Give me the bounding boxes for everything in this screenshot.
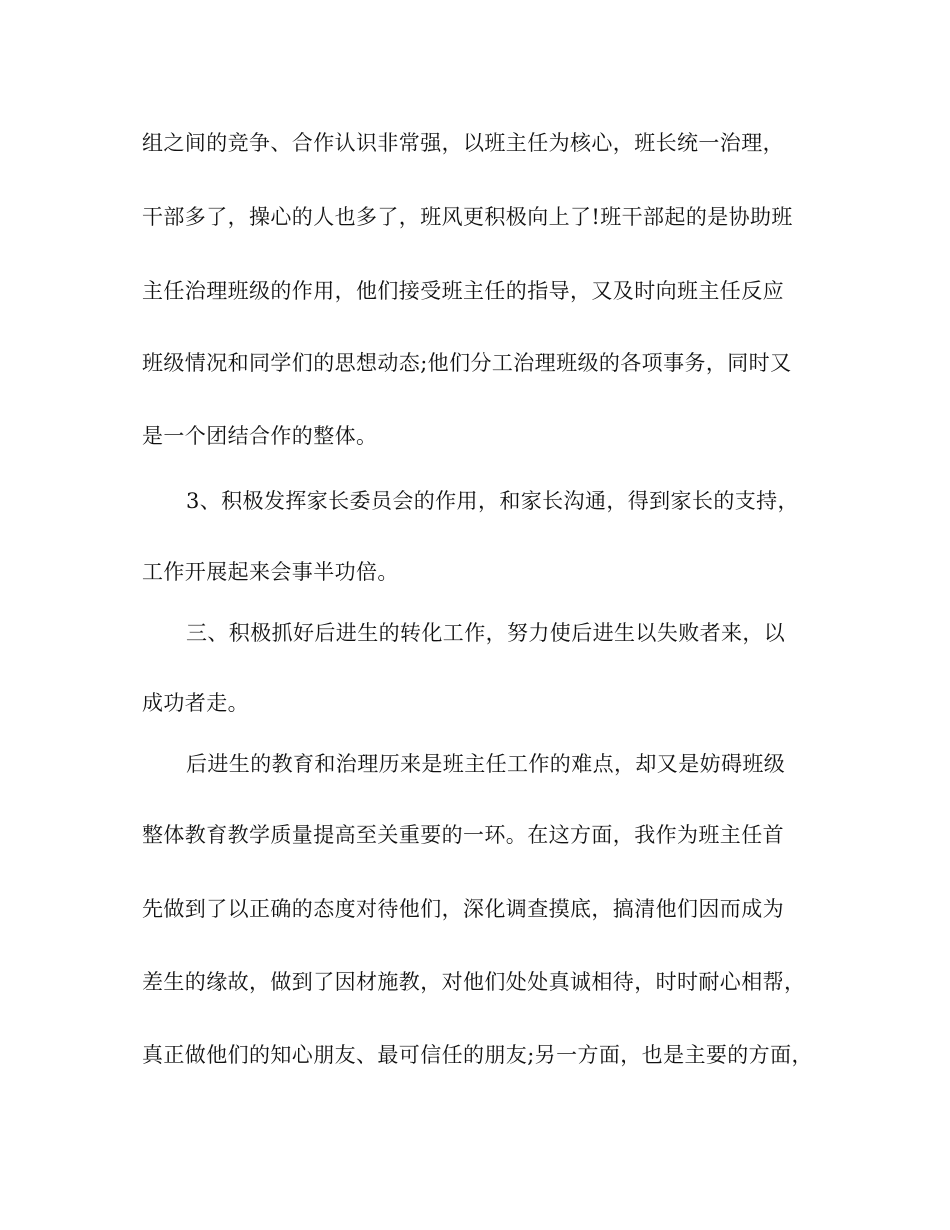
text-line: 是一个团结合作的整体。	[142, 424, 378, 448]
section-heading: 三、积极抓好后进生的转化工作，努力使后进生以失败者来，以	[186, 621, 786, 645]
text-line: 真正做他们的知心朋友、最可信任的朋友;另一方面，也是主要的方面，	[142, 1043, 813, 1067]
text-line: 整体教育教学质量提高至关重要的一环。在这方面，我作为班主任首	[142, 823, 784, 847]
text-line: 主任治理班级的作用，他们接受班主任的指导，又及时向班主任反应	[142, 279, 784, 303]
text-line: 差生的缘故，做到了因材施教，对他们处处真诚相待，时时耐心相帮，	[142, 970, 806, 994]
paragraph-start-line: 后进生的教育和治理历来是班主任工作的难点，却又是妨碍班级	[186, 752, 786, 776]
section-line: 3、积极发挥家长委员会的作用，和家长沟通，得到家长的支持，	[186, 489, 799, 513]
text-line: 班级情况和同学们的思想动态;他们分工治理班级的各项事务，同时又	[142, 351, 792, 375]
text-line: 组之间的竞争、合作认识非常强，以班主任为核心，班长统一治理，	[142, 131, 784, 155]
text-line: 成功者走。	[142, 691, 249, 715]
text-line: 干部多了，操心的人也多了，班风更积极向上了!班干部起的是协助班	[142, 205, 793, 229]
text-line: 先做到了以正确的态度对待他们，深化调查摸底，搞清他们因而成为	[142, 897, 784, 921]
text-line: 工作开展起来会事半功倍。	[142, 560, 399, 584]
